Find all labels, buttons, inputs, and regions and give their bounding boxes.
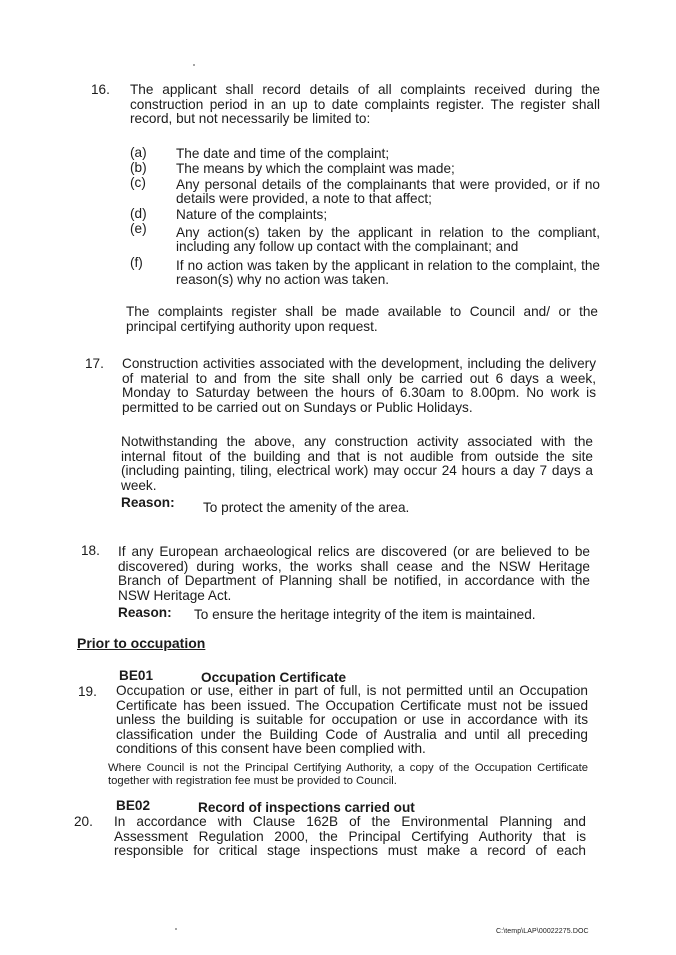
list-item-text: Nature of the complaints;	[176, 207, 328, 222]
list-item-text: If no action was taken by the applicant in relation to the complaint, the reason(s) why no action was taken.	[176, 258, 600, 288]
reason-label: Reason:	[118, 605, 172, 620]
condition-17-para-2: Notwithstanding the above, any construction activity associated with the internal fitout of the building and that is not audible from outside the site (including painting, tiling, electrical work) may occur 24 hours a day 7 days a week.	[121, 434, 593, 493]
scan-speck	[175, 928, 177, 930]
condition-number: 17.	[85, 356, 104, 371]
condition-number: 20.	[74, 814, 93, 829]
reason-text: To ensure the heritage integrity of the item is maintained.	[194, 607, 536, 622]
condition-18-para: If any European archaeological relics are discovered (or are believed to be discovered) during works, the works shall cease and the NSW Heritage Branch of Department of Planning shall be notified, in accordance with the NSW Heritage Act.	[118, 544, 590, 603]
condition-number: 16.	[91, 82, 110, 97]
condition-19-note: Where Council is not the Principal Certifying Authority, a copy of the Occupation Certificate together with registration fee must be provided to Council.	[108, 762, 588, 787]
condition-16-closing: The complaints register shall be made available to Council and/ or the principal certifying authority upon request.	[126, 304, 598, 334]
condition-17-para-1: Construction activities associated with the development, including the delivery of material to and from the site shall only be carried out 6 days a week, Monday to Saturday between the hours of 6.30am to 8.00pm. No work is permitted to be carried out on Sundays or Public Holidays.	[122, 356, 596, 415]
list-item-label: (f)	[130, 255, 143, 270]
list-item-label: (a)	[130, 145, 147, 160]
section-heading: Prior to occupation	[77, 635, 206, 651]
list-item-label: (d)	[130, 206, 147, 221]
condition-title: Occupation Certificate	[201, 670, 347, 685]
condition-20-para: In accordance with Clause 162B of the Environmental Planning and Assessment Regulation 2000, the Principal Certifying Authority that is responsible for critical stage inspections must make a record of each	[114, 814, 586, 859]
scan-speck	[193, 64, 195, 66]
condition-code: BE02	[116, 798, 151, 813]
reason-label: Reason:	[121, 495, 175, 510]
list-item-text: The date and time of the complaint;	[176, 146, 390, 161]
list-item-text: Any personal details of the complainants that were provided, or if no details were provided, a note to that affect;	[176, 177, 600, 207]
list-item-label: (b)	[130, 160, 147, 175]
condition-number: 19.	[78, 684, 97, 699]
reason-text: To protect the amenity of the area.	[203, 500, 410, 515]
list-item-label: (e)	[130, 221, 147, 236]
condition-number: 18.	[81, 543, 100, 558]
footer-file-path: C:\temp\LAP\00022275.DOC	[496, 928, 589, 935]
condition-title: Record of inspections carried out	[198, 800, 415, 815]
condition-code: BE01	[119, 668, 154, 683]
list-item-label: (c)	[130, 175, 146, 190]
list-item-text: The means by which the complaint was made;	[176, 161, 455, 176]
list-item-text: Any action(s) taken by the applicant in relation to the compliant, including any follow up contact with the complainant; and	[176, 225, 600, 255]
condition-16-intro: The applicant shall record details of all complaints received during the construction period in an up to date complaints register. The register shall record, but not necessarily be limited to:	[130, 82, 600, 127]
condition-19-para: Occupation or use, either in part of full, is not permitted until an Occupation Certificate has been issued. The Occupation Certificate must not be issued unless the building is suitable for occupation or use in accordance with its classification under the Building Code of Australia and until all preceding conditions of this consent have been complied with.	[116, 683, 588, 757]
